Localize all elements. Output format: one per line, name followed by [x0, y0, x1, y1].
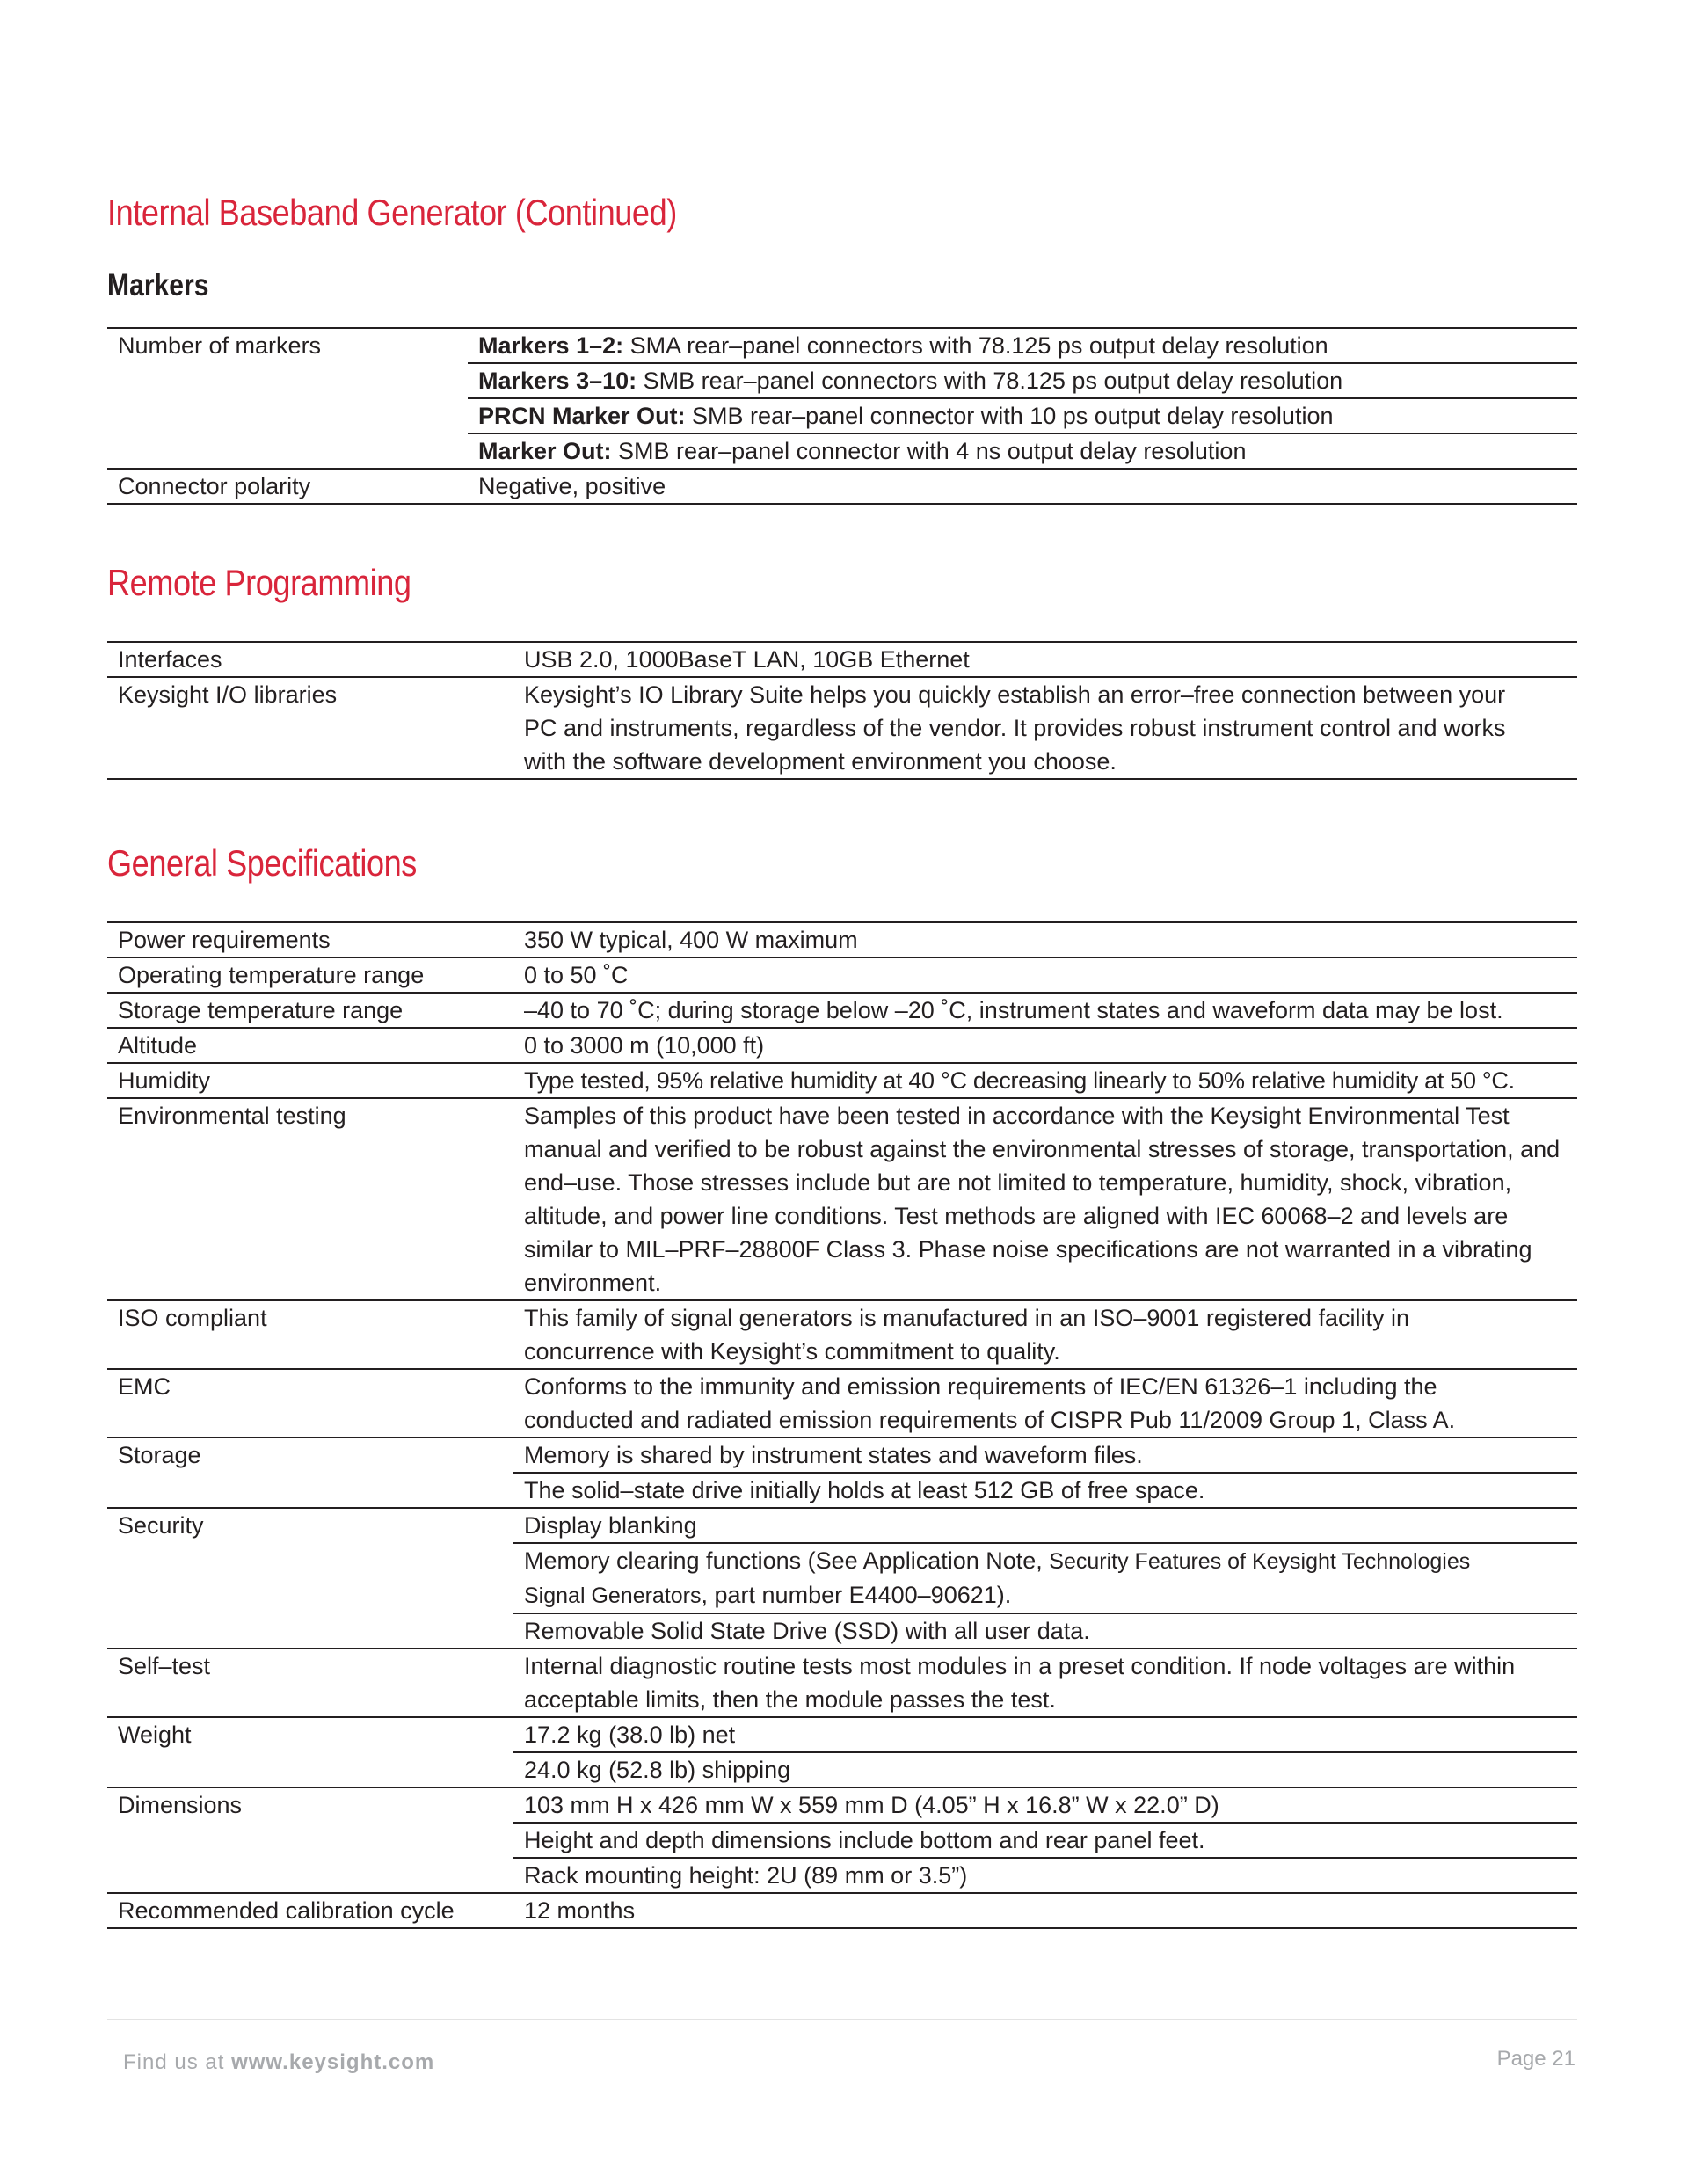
remote-section: [107, 562, 1577, 604]
row-label: Interfaces: [107, 642, 513, 677]
app-note-title: Security Features of Keysight Technologies Signal Generators: [524, 1549, 1471, 1608]
table-row: [107, 1858, 1577, 1893]
table-row: [107, 1893, 1577, 1928]
row-value: [468, 433, 1577, 469]
table-row: [107, 328, 1577, 363]
table-row: [107, 1369, 1577, 1438]
row-label: Dimensions: [107, 1787, 513, 1823]
row-value: [468, 398, 1577, 433]
row-label-empty: [107, 1613, 513, 1649]
table-row: [107, 1098, 1577, 1300]
row-value: Keysight’s IO Library Suite helps you quickly establish an error–free connection between your PC and instruments, regardless of the vendor. It provides robust instrument control and works with the software development environment you choose.: [513, 677, 1577, 779]
row-value: Height and depth dimensions include bottom and rear panel feet.: [513, 1823, 1577, 1858]
table-row: [107, 469, 1577, 504]
row-value: 350 W typical, 400 W maximum: [513, 922, 1577, 957]
table-row: [107, 1543, 1577, 1613]
baseband-section: [107, 192, 1577, 234]
section-title-baseband: Internal Baseband Generator (Continued): [107, 192, 677, 233]
row-label-empty: [107, 1543, 513, 1613]
section-title-remote: Remote Programming: [107, 562, 411, 603]
table-row: [107, 1717, 1577, 1752]
markers-table-wrap: [107, 327, 1577, 505]
row-label-empty: [107, 1473, 513, 1508]
row-label: Storage: [107, 1438, 513, 1473]
page-number: Page 21: [1496, 2047, 1575, 2071]
table-row: [107, 1752, 1577, 1787]
general-table: [107, 921, 1577, 1929]
row-label: Power requirements: [107, 922, 513, 957]
footer-url-link[interactable]: www.keysight.com: [231, 2050, 435, 2074]
row-label-empty: [107, 398, 468, 433]
row-label-empty: [107, 1858, 513, 1893]
row-value: This family of signal generators is manufactured in an ISO–9001 registered facility in concurrence with Keysight’s commitment to quality.: [513, 1300, 1577, 1369]
value-text: SMB rear–panel connector with 10 ps output delay resolution: [685, 403, 1334, 429]
table-row: [107, 398, 1577, 433]
value-bold: PRCN Marker Out:: [478, 403, 686, 429]
table-row: [107, 1473, 1577, 1508]
row-value: Rack mounting height: 2U (89 mm or 3.5”): [513, 1858, 1577, 1893]
section-title-general: General Specifications: [107, 842, 417, 884]
row-value: [468, 328, 1577, 363]
row-value: The solid–state drive initially holds at least 512 GB of free space.: [513, 1473, 1577, 1508]
table-row: [107, 993, 1577, 1028]
row-label: EMC: [107, 1369, 513, 1438]
row-value: Samples of this product have been tested in accordance with the Keysight Environmental Test manual and verified to be robust against the environmental stresses of storage, transportation, and end–use. Those stresses include but are not limited to temperature, humidity, shock, vibration, altitude, and power line conditions. Test methods are aligned with IEC 60068–2 and levels are similar to MIL–PRF–28800F Class 3. Phase noise specifications are not warranted in a vibrating environment.: [513, 1098, 1577, 1300]
row-label: Operating temperature range: [107, 957, 513, 993]
remote-table-wrap: [107, 641, 1577, 780]
row-value: 0 to 3000 m (10,000 ft): [513, 1028, 1577, 1063]
row-label: Weight: [107, 1717, 513, 1752]
row-label-empty: [107, 363, 468, 398]
table-row: [107, 642, 1577, 677]
table-row: [107, 1613, 1577, 1649]
table-row: [107, 1787, 1577, 1823]
row-value: [513, 1543, 1577, 1613]
row-label-empty: [107, 433, 468, 469]
row-label: Security: [107, 1508, 513, 1543]
row-value: Negative, positive: [468, 469, 1577, 504]
row-label: Altitude: [107, 1028, 513, 1063]
table-row: [107, 957, 1577, 993]
row-label: Keysight I/O libraries: [107, 677, 513, 779]
row-value: 24.0 kg (52.8 lb) shipping: [513, 1752, 1577, 1787]
table-row: [107, 1508, 1577, 1543]
table-row: [107, 433, 1577, 469]
row-value: 103 mm H x 426 mm W x 559 mm D (4.05” H x 16.8” W x 22.0” D): [513, 1787, 1577, 1823]
row-value: [468, 363, 1577, 398]
row-value: Type tested, 95% relative humidity at 40 °C decreasing linearly to 50% relative humidity at 50 °C.: [513, 1063, 1577, 1098]
table-row: [107, 1028, 1577, 1063]
value-bold: Markers 1–2:: [478, 332, 624, 359]
value-text: SMB rear–panel connector with 4 ns output delay resolution: [611, 438, 1247, 464]
row-label: Number of markers: [107, 328, 468, 363]
general-section: [107, 842, 1577, 885]
row-label-empty: [107, 1752, 513, 1787]
table-row: [107, 677, 1577, 779]
row-label: Environmental testing: [107, 1098, 513, 1300]
row-value: 12 months: [513, 1893, 1577, 1928]
value-text: SMB rear–panel connectors with 78.125 ps output delay resolution: [637, 368, 1343, 394]
footer-find-us: [123, 2050, 434, 2075]
general-table-wrap: [107, 921, 1577, 1929]
table-row: [107, 1300, 1577, 1369]
table-row: [107, 1649, 1577, 1717]
table-row: [107, 363, 1577, 398]
markers-subsection: [107, 268, 1577, 303]
row-value: Memory is shared by instrument states and waveform files.: [513, 1438, 1577, 1473]
row-value: USB 2.0, 1000BaseT LAN, 10GB Ethernet: [513, 642, 1577, 677]
page-footer: [107, 2019, 1577, 2074]
subsection-title-markers: Markers: [107, 268, 209, 302]
row-value: 0 to 50 ˚C: [513, 957, 1577, 993]
row-value: Display blanking: [513, 1508, 1577, 1543]
remote-table: [107, 641, 1577, 780]
table-row: [107, 1438, 1577, 1473]
row-label-empty: [107, 1823, 513, 1858]
row-value: Conforms to the immunity and emission requirements of IEC/EN 61326–1 including the conducted and radiated emission requirements of CISPR Pub 11/2009 Group 1, Class A.: [513, 1369, 1577, 1438]
markers-table: [107, 327, 1577, 505]
value-bold: Marker Out:: [478, 438, 612, 464]
row-label: ISO compliant: [107, 1300, 513, 1369]
row-value: Internal diagnostic routine tests most modules in a preset condition. If node voltages are within acceptable limits, then the module passes the test.: [513, 1649, 1577, 1717]
row-label: Humidity: [107, 1063, 513, 1098]
table-row: [107, 1823, 1577, 1858]
value-text: Memory clearing functions (See Application Note,: [524, 1547, 1050, 1574]
value-bold: Markers 3–10:: [478, 368, 637, 394]
row-value: –40 to 70 ˚C; during storage below –20 ˚C, instrument states and waveform data may be lost.: [513, 993, 1577, 1028]
row-value: 17.2 kg (38.0 lb) net: [513, 1717, 1577, 1752]
row-value: Removable Solid State Drive (SSD) with all user data.: [513, 1613, 1577, 1649]
row-label: Recommended calibration cycle: [107, 1893, 513, 1928]
row-label: Connector polarity: [107, 469, 468, 504]
footer-find-text: Find us at: [123, 2050, 232, 2074]
value-text: , part number E4400–90621).: [701, 1582, 1012, 1608]
value-text: SMA rear–panel connectors with 78.125 ps output delay resolution: [623, 332, 1328, 359]
row-label: Storage temperature range: [107, 993, 513, 1028]
table-row: [107, 922, 1577, 957]
row-label: Self–test: [107, 1649, 513, 1717]
table-row: [107, 1063, 1577, 1098]
